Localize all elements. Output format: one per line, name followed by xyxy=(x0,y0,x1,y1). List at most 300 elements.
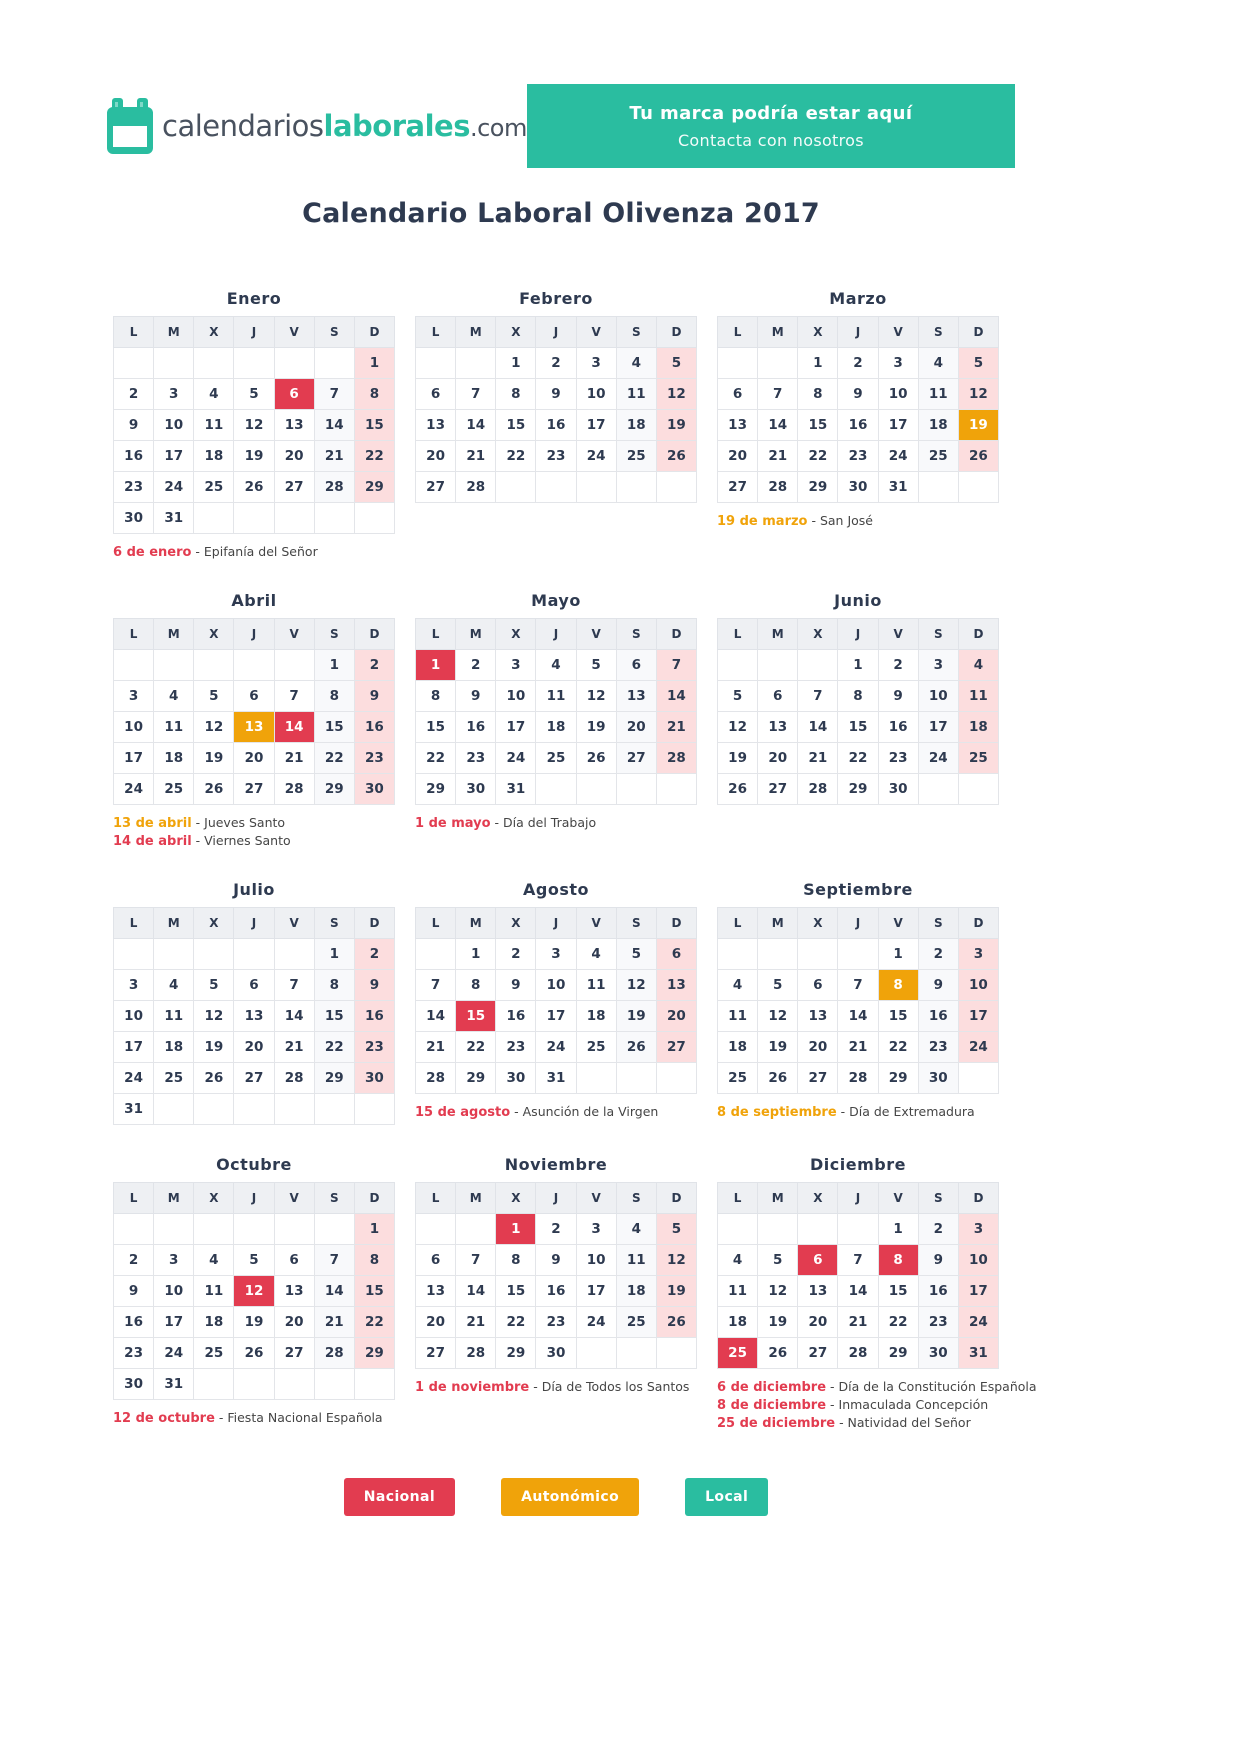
day-header: M xyxy=(456,908,496,939)
day-cell: 23 xyxy=(114,1338,154,1369)
holiday-note-label: - Día de Extremadura xyxy=(836,1104,975,1119)
day-cell: 24 xyxy=(576,1307,616,1338)
day-cell: 24 xyxy=(878,441,918,472)
day-cell: 29 xyxy=(416,774,456,805)
weekday-header-row xyxy=(114,908,395,939)
day-header: S xyxy=(616,1183,656,1214)
day-cell: 6 xyxy=(758,681,798,712)
empty-cell xyxy=(274,939,314,970)
month-title: Agosto xyxy=(523,880,589,899)
day-cell: 3 xyxy=(114,681,154,712)
holiday-note-label: - San José xyxy=(807,513,873,528)
day-cell: 28 xyxy=(798,774,838,805)
day-header: X xyxy=(798,317,838,348)
holiday-note-label: - Asunción de la Virgen xyxy=(510,1104,659,1119)
day-cell: 9 xyxy=(354,681,394,712)
day-header: M xyxy=(758,1183,798,1214)
day-cell: 1 xyxy=(416,650,456,681)
day-cell: 30 xyxy=(456,774,496,805)
day-cell: 21 xyxy=(274,1032,314,1063)
holiday-note-label: - Día del Trabajo xyxy=(490,815,597,830)
day-header: J xyxy=(838,908,878,939)
day-cell: 12 xyxy=(194,712,234,743)
day-cell: 19 xyxy=(194,1032,234,1063)
day-cell: 4 xyxy=(616,348,656,379)
day-cell: 12 xyxy=(234,1276,274,1307)
week-row xyxy=(416,681,697,712)
day-header: L xyxy=(114,619,154,650)
day-cell: 4 xyxy=(616,1214,656,1245)
empty-cell xyxy=(194,348,234,379)
logo-text xyxy=(162,109,527,143)
day-cell: 14 xyxy=(314,1276,354,1307)
day-cell: 24 xyxy=(536,1032,576,1063)
empty-cell xyxy=(234,503,274,534)
day-cell: 12 xyxy=(656,379,696,410)
day-cell: 6 xyxy=(416,379,456,410)
month-title: Abril xyxy=(231,591,277,610)
day-cell: 26 xyxy=(234,1338,274,1369)
month-title: Junio xyxy=(834,591,882,610)
day-cell: 2 xyxy=(918,939,958,970)
day-cell: 7 xyxy=(838,970,878,1001)
day-cell: 19 xyxy=(656,1276,696,1307)
empty-cell xyxy=(234,1094,274,1125)
week-row xyxy=(416,441,697,472)
week-row xyxy=(718,1032,999,1063)
day-cell: 13 xyxy=(656,970,696,1001)
day-cell: 10 xyxy=(114,1001,154,1032)
day-cell: 14 xyxy=(758,410,798,441)
day-cell: 28 xyxy=(274,774,314,805)
day-cell: 2 xyxy=(354,939,394,970)
holiday-note-date: 6 de enero xyxy=(113,545,192,560)
empty-cell xyxy=(718,939,758,970)
day-cell: 10 xyxy=(918,681,958,712)
week-row xyxy=(718,472,999,503)
day-cell: 21 xyxy=(838,1032,878,1063)
day-cell: 14 xyxy=(416,1001,456,1032)
holiday-notes xyxy=(415,814,697,832)
empty-cell xyxy=(798,1214,838,1245)
day-cell: 5 xyxy=(718,681,758,712)
holiday-note-label: - Natividad del Señor xyxy=(835,1415,971,1430)
day-cell: 27 xyxy=(798,1338,838,1369)
week-row xyxy=(114,1214,395,1245)
day-cell: 14 xyxy=(274,1001,314,1032)
day-cell: 25 xyxy=(194,1338,234,1369)
day-cell: 8 xyxy=(416,681,456,712)
day-cell: 2 xyxy=(918,1214,958,1245)
day-cell: 25 xyxy=(918,441,958,472)
day-cell: 28 xyxy=(758,472,798,503)
holiday-note-date: 1 de noviembre xyxy=(415,1380,530,1395)
day-cell: 26 xyxy=(194,774,234,805)
day-cell: 20 xyxy=(798,1307,838,1338)
day-cell: 29 xyxy=(456,1063,496,1094)
day-header: D xyxy=(656,908,696,939)
day-header: M xyxy=(154,1183,194,1214)
day-header: D xyxy=(656,1183,696,1214)
day-header: V xyxy=(274,317,314,348)
day-cell: 17 xyxy=(576,1276,616,1307)
day-header: S xyxy=(314,1183,354,1214)
day-cell: 9 xyxy=(918,970,958,1001)
day-cell: 30 xyxy=(496,1063,536,1094)
day-cell: 22 xyxy=(314,1032,354,1063)
day-cell: 9 xyxy=(114,1276,154,1307)
week-row xyxy=(114,1276,395,1307)
day-header: J xyxy=(536,619,576,650)
empty-cell xyxy=(234,1369,274,1400)
day-cell: 5 xyxy=(958,348,998,379)
month-title: Marzo xyxy=(829,289,887,308)
empty-cell xyxy=(718,348,758,379)
day-cell: 19 xyxy=(758,1032,798,1063)
week-row xyxy=(416,1338,697,1369)
day-cell: 13 xyxy=(416,410,456,441)
day-cell: 1 xyxy=(878,939,918,970)
day-header: V xyxy=(576,908,616,939)
day-header: M xyxy=(154,619,194,650)
day-cell: 8 xyxy=(354,379,394,410)
day-cell: 23 xyxy=(918,1307,958,1338)
day-cell: 3 xyxy=(576,1214,616,1245)
day-cell: 9 xyxy=(456,681,496,712)
empty-cell xyxy=(234,939,274,970)
holiday-notes xyxy=(415,1378,697,1396)
day-cell: 16 xyxy=(354,1001,394,1032)
day-cell: 1 xyxy=(496,1214,536,1245)
month-enero xyxy=(113,289,395,561)
day-cell: 26 xyxy=(194,1063,234,1094)
day-cell: 13 xyxy=(718,410,758,441)
day-cell: 16 xyxy=(918,1276,958,1307)
day-cell: 5 xyxy=(758,970,798,1001)
day-cell: 21 xyxy=(798,743,838,774)
week-row xyxy=(718,681,999,712)
day-cell: 15 xyxy=(354,1276,394,1307)
day-cell: 15 xyxy=(878,1276,918,1307)
calendar-grid xyxy=(113,289,1037,1432)
day-cell: 19 xyxy=(958,410,998,441)
day-cell: 8 xyxy=(798,379,838,410)
day-cell: 20 xyxy=(758,743,798,774)
day-cell: 6 xyxy=(234,681,274,712)
day-cell: 3 xyxy=(114,970,154,1001)
week-row xyxy=(718,743,999,774)
empty-cell xyxy=(958,1063,998,1094)
day-cell: 21 xyxy=(456,1307,496,1338)
day-cell: 22 xyxy=(496,441,536,472)
week-row xyxy=(718,1214,999,1245)
empty-cell xyxy=(274,1094,314,1125)
empty-cell xyxy=(536,774,576,805)
day-cell: 18 xyxy=(576,1001,616,1032)
month-mayo xyxy=(415,591,697,850)
day-cell: 10 xyxy=(958,970,998,1001)
day-cell: 11 xyxy=(616,1245,656,1276)
day-header: X xyxy=(194,619,234,650)
day-cell: 9 xyxy=(536,379,576,410)
day-cell: 13 xyxy=(234,712,274,743)
empty-cell xyxy=(194,1214,234,1245)
empty-cell xyxy=(194,650,234,681)
day-cell: 8 xyxy=(314,970,354,1001)
empty-cell xyxy=(616,1338,656,1369)
day-cell: 7 xyxy=(456,379,496,410)
empty-cell xyxy=(354,1369,394,1400)
empty-cell xyxy=(194,1369,234,1400)
holiday-note-date: 19 de marzo xyxy=(717,514,808,529)
day-cell: 3 xyxy=(536,939,576,970)
day-cell: 24 xyxy=(576,441,616,472)
day-cell: 20 xyxy=(798,1032,838,1063)
day-cell: 11 xyxy=(576,970,616,1001)
day-cell: 31 xyxy=(958,1338,998,1369)
day-cell: 18 xyxy=(194,1307,234,1338)
empty-cell xyxy=(314,1369,354,1400)
empty-cell xyxy=(114,939,154,970)
day-cell: 14 xyxy=(274,712,314,743)
day-cell: 28 xyxy=(838,1063,878,1094)
day-cell: 10 xyxy=(576,379,616,410)
day-cell: 20 xyxy=(416,1307,456,1338)
logo-text-com: .com xyxy=(469,114,527,142)
day-cell: 17 xyxy=(114,1032,154,1063)
day-cell: 25 xyxy=(154,1063,194,1094)
week-row xyxy=(114,939,395,970)
empty-cell xyxy=(656,1338,696,1369)
day-cell: 27 xyxy=(234,1063,274,1094)
holiday-note xyxy=(415,1378,697,1396)
day-cell: 5 xyxy=(234,379,274,410)
day-header: X xyxy=(194,317,234,348)
month-table xyxy=(415,618,697,805)
month-table xyxy=(717,1182,999,1369)
empty-cell xyxy=(798,650,838,681)
day-cell: 27 xyxy=(656,1032,696,1063)
week-row xyxy=(718,939,999,970)
week-row xyxy=(718,410,999,441)
day-cell: 2 xyxy=(114,1245,154,1276)
day-cell: 19 xyxy=(718,743,758,774)
week-row xyxy=(416,1245,697,1276)
day-cell: 23 xyxy=(354,1032,394,1063)
week-row xyxy=(416,1001,697,1032)
legend xyxy=(113,1478,999,1516)
day-cell: 8 xyxy=(314,681,354,712)
month-febrero xyxy=(415,289,697,561)
empty-cell xyxy=(576,774,616,805)
day-cell: 30 xyxy=(838,472,878,503)
day-cell: 3 xyxy=(958,1214,998,1245)
day-header: D xyxy=(354,317,394,348)
day-header: D xyxy=(958,317,998,348)
day-header: L xyxy=(416,1183,456,1214)
day-cell: 6 xyxy=(274,379,314,410)
day-cell: 6 xyxy=(416,1245,456,1276)
banner-contact-link[interactable]: Contacta con nosotros xyxy=(677,130,864,150)
day-cell: 21 xyxy=(838,1307,878,1338)
week-row xyxy=(416,774,697,805)
day-cell: 22 xyxy=(354,441,394,472)
day-cell: 1 xyxy=(456,939,496,970)
day-header: M xyxy=(456,619,496,650)
legend-button-local[interactable]: Local xyxy=(685,1478,768,1516)
week-row xyxy=(416,410,697,441)
day-cell: 26 xyxy=(718,774,758,805)
week-row xyxy=(114,1094,395,1125)
day-cell: 22 xyxy=(496,1307,536,1338)
holiday-notes xyxy=(717,512,999,530)
day-cell: 11 xyxy=(536,681,576,712)
day-cell: 25 xyxy=(718,1063,758,1094)
month-table xyxy=(113,1182,395,1400)
month-octubre xyxy=(113,1155,395,1432)
day-cell: 16 xyxy=(114,441,154,472)
day-cell: 20 xyxy=(234,743,274,774)
day-header: J xyxy=(536,317,576,348)
day-cell: 8 xyxy=(838,681,878,712)
day-cell: 13 xyxy=(798,1276,838,1307)
day-cell: 20 xyxy=(234,1032,274,1063)
empty-cell xyxy=(456,1214,496,1245)
day-cell: 3 xyxy=(154,379,194,410)
month-table xyxy=(113,316,395,534)
week-row xyxy=(718,1276,999,1307)
month-noviembre xyxy=(415,1155,697,1432)
day-cell: 10 xyxy=(958,1245,998,1276)
week-row xyxy=(416,743,697,774)
day-cell: 15 xyxy=(456,1001,496,1032)
day-header: S xyxy=(616,619,656,650)
day-cell: 6 xyxy=(798,970,838,1001)
day-cell: 4 xyxy=(718,970,758,1001)
holiday-note-label: - Viernes Santo xyxy=(191,833,291,848)
day-cell: 4 xyxy=(194,1245,234,1276)
day-cell: 31 xyxy=(536,1063,576,1094)
day-cell: 23 xyxy=(918,1032,958,1063)
week-row xyxy=(114,503,395,534)
day-cell: 12 xyxy=(234,410,274,441)
day-cell: 3 xyxy=(576,348,616,379)
day-cell: 25 xyxy=(718,1338,758,1369)
day-header: D xyxy=(656,619,696,650)
day-cell: 25 xyxy=(576,1032,616,1063)
day-cell: 27 xyxy=(234,774,274,805)
holiday-notes xyxy=(415,1103,697,1121)
empty-cell xyxy=(616,472,656,503)
day-cell: 8 xyxy=(878,970,918,1001)
empty-cell xyxy=(576,472,616,503)
day-header: D xyxy=(354,619,394,650)
legend-button-national[interactable]: Nacional xyxy=(344,1478,455,1516)
site-logo[interactable] xyxy=(107,98,527,154)
day-cell: 28 xyxy=(314,1338,354,1369)
week-row xyxy=(416,650,697,681)
day-cell: 29 xyxy=(798,472,838,503)
day-cell: 27 xyxy=(416,472,456,503)
day-header: L xyxy=(416,908,456,939)
day-cell: 2 xyxy=(114,379,154,410)
legend-button-regional[interactable]: Autonómico xyxy=(501,1478,639,1516)
month-title: Noviembre xyxy=(504,1155,608,1174)
day-cell: 12 xyxy=(758,1001,798,1032)
day-cell: 17 xyxy=(114,743,154,774)
day-cell: 15 xyxy=(416,712,456,743)
day-cell: 11 xyxy=(194,410,234,441)
week-row xyxy=(718,1307,999,1338)
day-cell: 5 xyxy=(194,970,234,1001)
weekday-header-row xyxy=(718,619,999,650)
day-cell: 27 xyxy=(718,472,758,503)
empty-cell xyxy=(274,650,314,681)
day-cell: 25 xyxy=(536,743,576,774)
week-row xyxy=(114,441,395,472)
day-header: M xyxy=(758,908,798,939)
empty-cell xyxy=(918,472,958,503)
day-cell: 20 xyxy=(274,1307,314,1338)
day-cell: 11 xyxy=(918,379,958,410)
day-header: J xyxy=(234,908,274,939)
week-row xyxy=(718,1338,999,1369)
ad-banner[interactable] xyxy=(527,84,1015,168)
day-cell: 14 xyxy=(656,681,696,712)
weekday-header-row xyxy=(718,908,999,939)
day-header: X xyxy=(496,1183,536,1214)
day-cell: 6 xyxy=(798,1245,838,1276)
day-cell: 29 xyxy=(878,1063,918,1094)
day-header: V xyxy=(878,619,918,650)
day-cell: 29 xyxy=(496,1338,536,1369)
holiday-note-date: 15 de agosto xyxy=(415,1105,511,1120)
day-cell: 22 xyxy=(314,743,354,774)
empty-cell xyxy=(758,348,798,379)
holiday-note xyxy=(113,832,395,850)
empty-cell xyxy=(194,939,234,970)
day-cell: 12 xyxy=(576,681,616,712)
day-cell: 2 xyxy=(496,939,536,970)
day-header: D xyxy=(354,1183,394,1214)
day-cell: 2 xyxy=(536,348,576,379)
week-row xyxy=(416,379,697,410)
week-row xyxy=(416,970,697,1001)
day-cell: 31 xyxy=(878,472,918,503)
day-cell: 22 xyxy=(416,743,456,774)
day-cell: 31 xyxy=(154,1369,194,1400)
empty-cell xyxy=(798,939,838,970)
day-cell: 16 xyxy=(456,712,496,743)
week-row xyxy=(718,650,999,681)
empty-cell xyxy=(194,1094,234,1125)
day-cell: 20 xyxy=(274,441,314,472)
day-cell: 5 xyxy=(576,650,616,681)
day-cell: 1 xyxy=(314,939,354,970)
empty-cell xyxy=(154,1214,194,1245)
day-cell: 18 xyxy=(718,1307,758,1338)
day-cell: 9 xyxy=(496,970,536,1001)
day-header: V xyxy=(878,908,918,939)
day-header: L xyxy=(718,317,758,348)
week-row xyxy=(416,348,697,379)
empty-cell xyxy=(314,1214,354,1245)
day-cell: 12 xyxy=(656,1245,696,1276)
day-cell: 12 xyxy=(718,712,758,743)
week-row xyxy=(416,1307,697,1338)
day-header: J xyxy=(838,317,878,348)
day-cell: 23 xyxy=(536,441,576,472)
